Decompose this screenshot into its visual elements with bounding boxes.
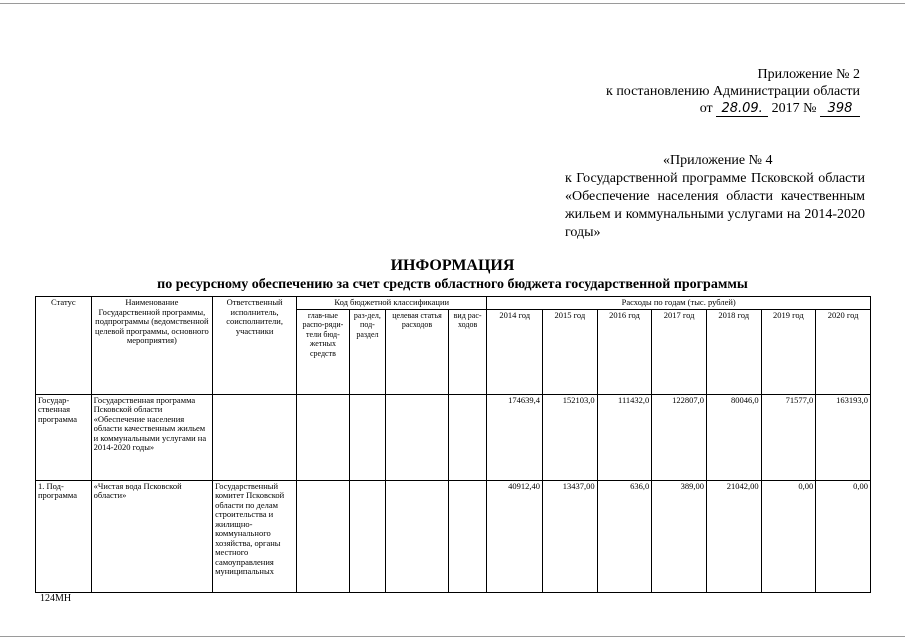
- handwritten-number: 398: [820, 102, 860, 117]
- header-year: 2016 год: [597, 309, 652, 394]
- row-value: 13437,00: [543, 480, 598, 592]
- row-responsible: Государственный комитет Псковской области по делам строительства и жилищно-коммунального хозяйства, органы местного самоуправления муниципальных: [213, 480, 297, 592]
- row-code-section: [349, 480, 385, 592]
- header-responsible: Ответственный исполнитель, соисполнители, участники: [213, 297, 297, 395]
- annex-4-header: [565, 152, 865, 242]
- row-value: 71577,0: [761, 394, 816, 480]
- table-row: [36, 394, 871, 480]
- row-value: 174639,4: [487, 394, 543, 480]
- header-year: 2014 год: [487, 309, 543, 394]
- table-row: [36, 480, 871, 592]
- row-code-type: [448, 394, 486, 480]
- handwritten-date: 28.09.: [716, 102, 768, 117]
- annex-2-reference: к постановлению Администрации области: [606, 84, 860, 99]
- row-value: 40912,40: [487, 480, 543, 592]
- header-code-target: целевая статья расходов: [386, 309, 449, 394]
- header-year: 2019 год: [761, 309, 816, 394]
- header-row-1: [36, 297, 871, 310]
- resource-table: [35, 296, 871, 593]
- row-name: Государственная программа Псковской области «Обеспечение населения области качественным жильем и коммунальными услугами на 2014-2020 годы»: [91, 394, 212, 480]
- row-value: 21042,00: [706, 480, 761, 592]
- row-value: 122807,0: [652, 394, 707, 480]
- row-value: 152103,0: [543, 394, 598, 480]
- scan-edge-top: [0, 3, 905, 4]
- header-year: 2017 год: [652, 309, 707, 394]
- header-code-section: раз-дел, под-раздел: [349, 309, 385, 394]
- row-name: «Чистая вода Псковской области»: [91, 480, 212, 592]
- year-text: 2017 №: [771, 101, 817, 116]
- header-name: Наименование Государственной программы, подпрограммы (ведомственной целевой программы, основного мероприятия): [91, 297, 212, 395]
- header-expenses: Расходы по годам (тыс. рублей): [487, 297, 871, 310]
- date-prefix: от: [699, 101, 713, 116]
- header-year: 2015 год: [543, 309, 598, 394]
- annex-4-title: «Приложение № 4: [663, 153, 773, 168]
- row-value: 163193,0: [816, 394, 871, 480]
- row-value: 636,0: [597, 480, 652, 592]
- annex-2-header: [560, 66, 860, 117]
- row-code-target: [386, 480, 449, 592]
- annex-2-title: Приложение № 2: [757, 67, 860, 82]
- row-value: 80046,0: [706, 394, 761, 480]
- row-responsible: [213, 394, 297, 480]
- row-value: 111432,0: [597, 394, 652, 480]
- header-status: Статус: [36, 297, 92, 395]
- row-code-main: [297, 480, 350, 592]
- header-budget-code: Код бюджетной классификации: [297, 297, 487, 310]
- row-code-main: [297, 394, 350, 480]
- header-year: 2020 год: [816, 309, 871, 394]
- footer-code: 124МН: [40, 593, 72, 604]
- row-value: 0,00: [761, 480, 816, 592]
- row-status: 1. Под-программа: [36, 480, 92, 592]
- header-code-main: глав-ные распо-ряди-тели бюд-жетных средств: [297, 309, 350, 394]
- document-subheading: по ресурсному обеспечению за счет средств областного бюджета государственной программы: [157, 277, 748, 292]
- header-year: 2018 год: [706, 309, 761, 394]
- annex-4-reference: к Государственной программе Псковской области «Обеспечение населения области качественным жильем и коммунальными услугами на 2014-2020 годы»: [565, 171, 865, 240]
- row-value: 389,00: [652, 480, 707, 592]
- row-value: 0,00: [816, 480, 871, 592]
- header-code-type: вид рас-ходов: [448, 309, 486, 394]
- row-code-type: [448, 480, 486, 592]
- row-code-section: [349, 394, 385, 480]
- annex-2-date-line: [560, 100, 860, 117]
- row-status: Государ-ственная программа: [36, 394, 92, 480]
- document-heading: ИНФОРМАЦИЯ: [390, 257, 515, 274]
- row-code-target: [386, 394, 449, 480]
- scan-edge-bottom: [0, 636, 905, 637]
